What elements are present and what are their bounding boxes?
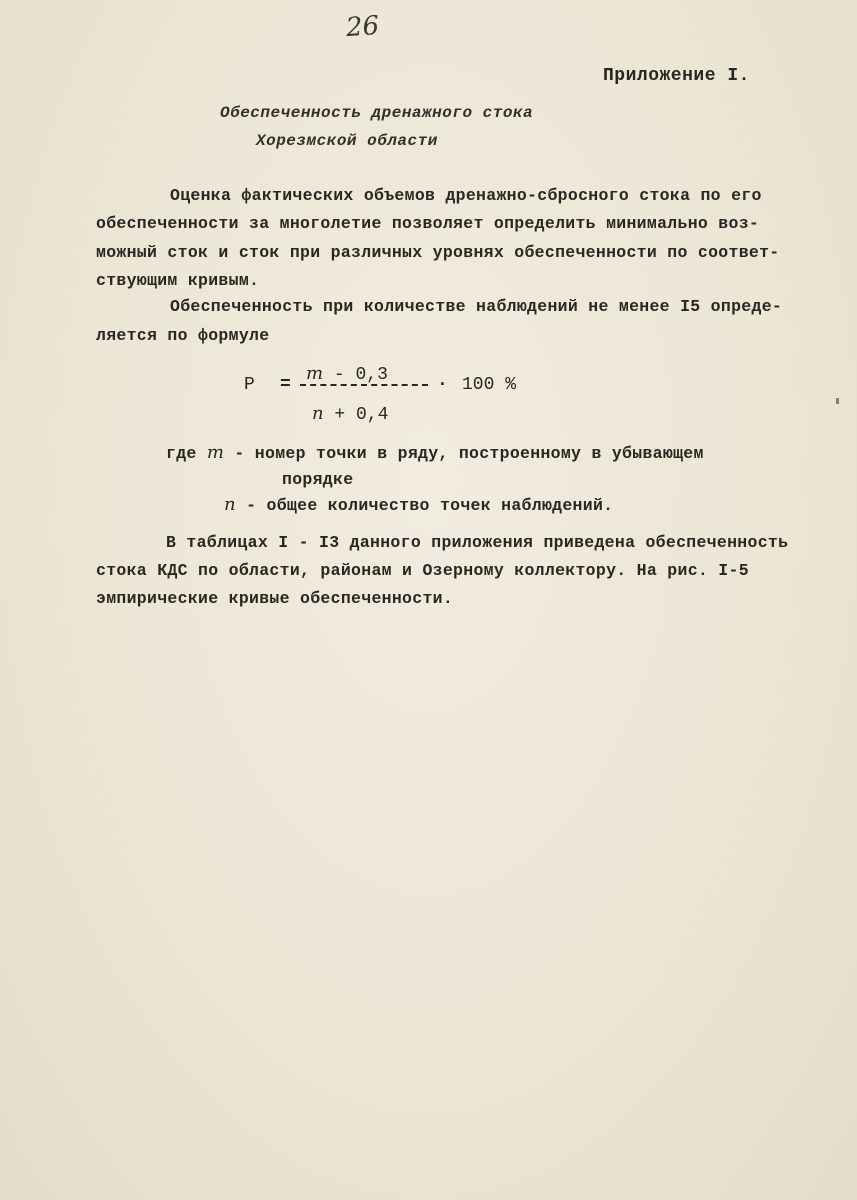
fraction-bar — [300, 384, 428, 386]
where-line-m — [166, 442, 704, 463]
document-title-line-2: Хорезмской области — [256, 132, 438, 150]
formula-denominator — [312, 403, 388, 425]
where-prefix: где — [166, 444, 197, 463]
paragraph-1-line-2: обеспеченности за многолетие позволяет определить минимально воз- — [96, 214, 760, 233]
where-n-symbol: n — [224, 494, 236, 515]
document-title-line-1: Обеспеченность дренажного стока — [220, 104, 534, 122]
formula-factor: 100 % — [462, 375, 517, 395]
where-m-continuation: порядке — [282, 470, 354, 489]
formula-denominator-var: n — [312, 403, 324, 424]
paragraph-3-line-1: В таблицах I - I3 данного приложения приведена обеспеченность — [166, 533, 789, 552]
paragraph-1-line-3: можный сток и сток при различных уровнях обеспеченности по соответ- — [96, 243, 780, 262]
formula-multiply: · — [437, 375, 448, 395]
formula-equals: = — [280, 375, 291, 395]
page-number: 26 — [344, 10, 381, 44]
where-line-n — [224, 494, 613, 515]
where-n-text: - общее количество точек наблюдений. — [246, 496, 614, 515]
formula-denominator-rest: + 0,4 — [323, 405, 389, 425]
appendix-label: Приложение I. — [603, 66, 750, 86]
paragraph-3-line-2: стока КДС по области, районам и Озерному коллектору. На рис. I-5 — [96, 561, 749, 580]
margin-mark — [836, 398, 839, 404]
paragraph-2-line-1: Обеспеченность при количестве наблюдений не менее I5 опреде- — [170, 297, 783, 316]
formula-numerator — [306, 363, 388, 385]
paragraph-1-line-1: Оценка фактических объемов дренажно-сбросного стока по его — [170, 186, 762, 205]
where-m-text: - номер точки в ряду, построенному в убывающем — [234, 444, 704, 463]
paragraph-3-line-3: эмпирические кривые обеспеченности. — [96, 589, 454, 608]
formula-lhs: P — [244, 375, 255, 395]
formula-numerator-rest: - 0,3 — [323, 365, 388, 385]
paragraph-2-line-2: ляется по формуле — [96, 326, 270, 345]
paragraph-1-line-4: ствующим кривым. — [96, 271, 260, 290]
where-m-symbol: m — [206, 442, 225, 463]
formula-numerator-var: m — [306, 363, 324, 384]
